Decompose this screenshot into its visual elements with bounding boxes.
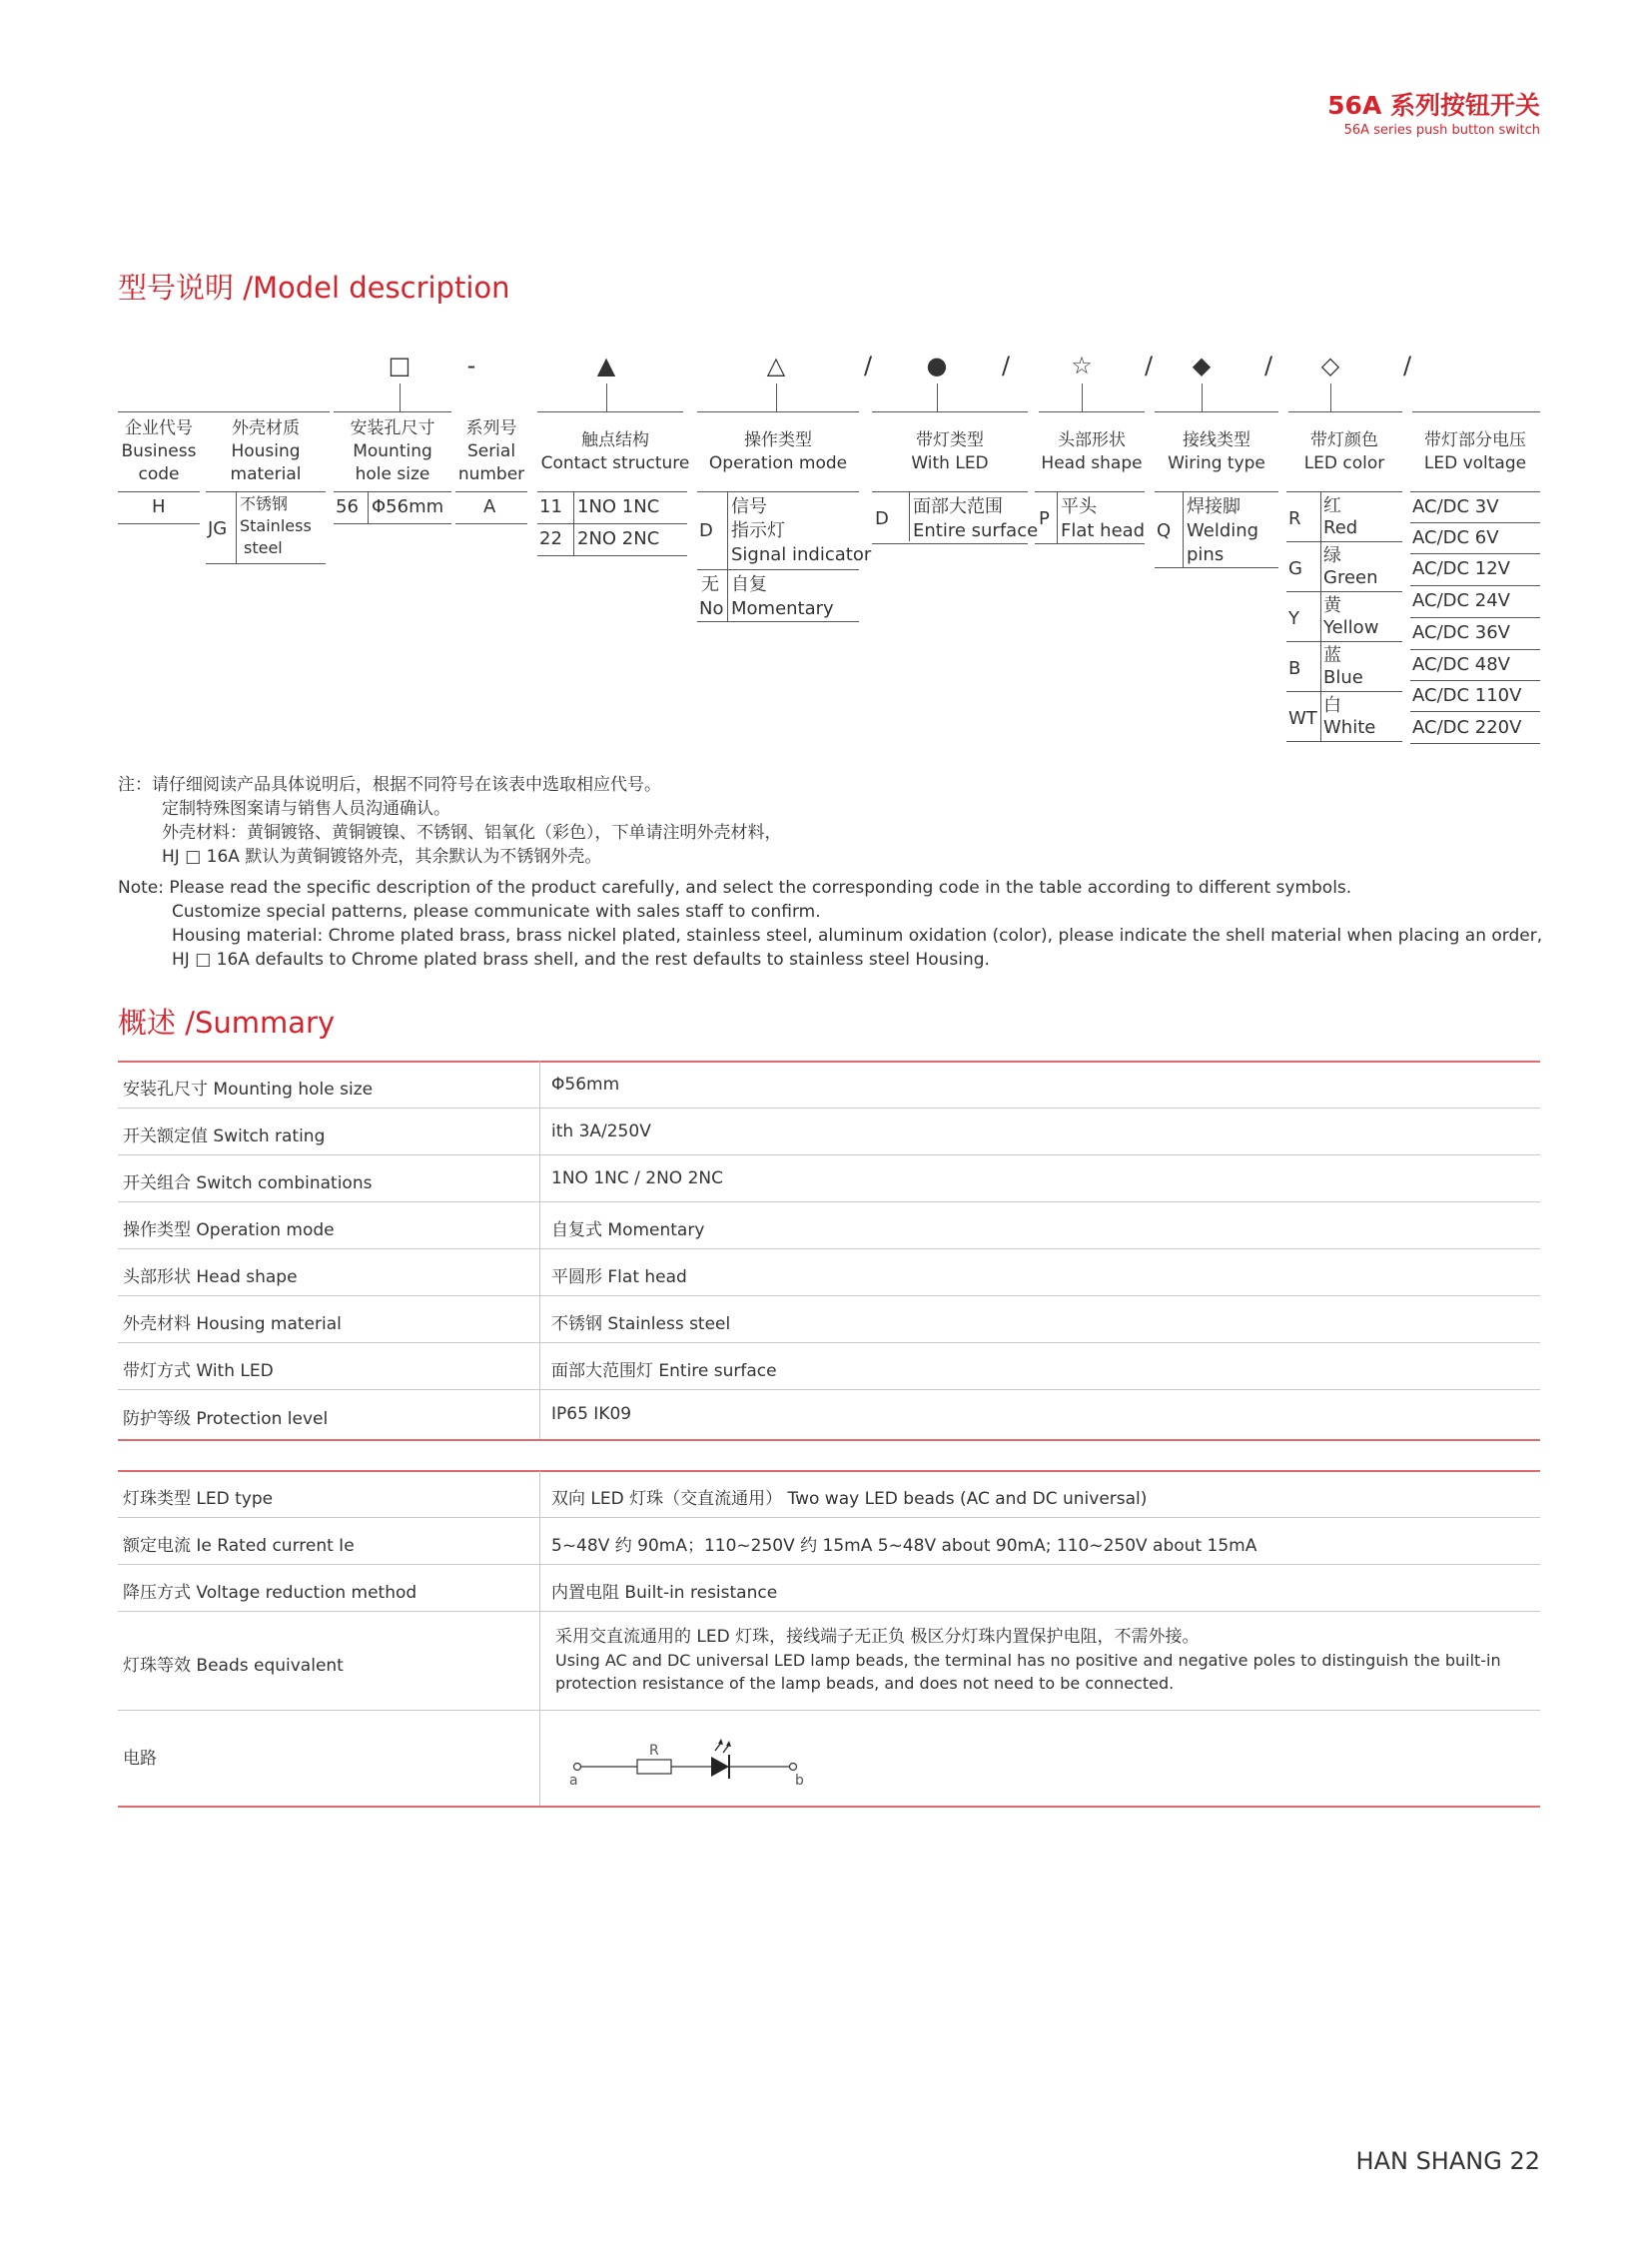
option-code: 无 No — [699, 574, 724, 619]
circuit-diagram — [569, 1723, 949, 1793]
table-row — [118, 1062, 1540, 1109]
option-code: Q — [1157, 520, 1172, 541]
table-row — [118, 1711, 1540, 1807]
option-code: 11 — [539, 496, 562, 517]
group-line — [872, 411, 1028, 412]
option-code: G — [1288, 558, 1302, 579]
row-value: 采用交直流通用的 LED 灯珠，接线端子无正负 极区分灯珠内置保护电阻，不需外接。 Using AC and DC universal LED lamp beads, the terminal has no positive and negative poles to distinguish the built-in protection resistance of the lamp beads, and does not need to be connected. — [555, 1627, 1501, 1693]
row-value: 5~48V 约 90mA；110~250V 约 15mA 5~48V about 90mA; 110~250V about 15mA — [551, 1536, 1257, 1556]
option-description: 不锈钢 Stainless steel — [240, 494, 312, 557]
page-header-title: 56A 系列按钮开关 — [1327, 91, 1540, 120]
column-header-led-color: 带灯颜色 LED color — [1303, 430, 1385, 473]
row-key: 降压方式 Voltage reduction method — [123, 1583, 417, 1603]
voltage-option: AC/DC 24V — [1412, 590, 1510, 611]
option-code: P — [1039, 508, 1050, 529]
slash-symbol: / — [1402, 352, 1412, 379]
table-row — [118, 1155, 1540, 1202]
note-en-line: Customize special patterns, please communicate with sales staff to confirm. — [172, 902, 821, 922]
row-value: Φ56mm — [551, 1075, 620, 1095]
resistor-icon — [637, 1760, 671, 1774]
option-code: JG — [208, 518, 228, 539]
summary-table-1 — [118, 1062, 1540, 1441]
option-code: WT — [1288, 708, 1317, 729]
table-row — [118, 1109, 1540, 1155]
note-cn-line: 注：请仔细阅读产品具体说明后，根据不同符号在该表中选取相应代号。 — [118, 775, 661, 795]
option-description: 焊接脚 Welding pins — [1187, 496, 1259, 565]
dash-symbol: - — [466, 352, 476, 379]
row-key: 带灯方式 With LED — [123, 1361, 274, 1381]
connector-line — [937, 383, 938, 411]
note-cn-line: 外壳材料：黄铜镀铬、黄铜镀镍、不锈钢、铝氧化（彩色），下单请注明外壳材料， — [162, 823, 782, 843]
page-footer — [1356, 2147, 1540, 2175]
connector-line — [606, 383, 607, 411]
row-key: 灯珠等效 Beads equivalent — [123, 1656, 344, 1676]
circuit-diagram-svg — [569, 1723, 949, 1793]
slash-symbol: / — [1144, 352, 1154, 379]
option-description: Φ56mm — [372, 496, 444, 517]
column-header-business-code: 企业代号 Business code — [121, 418, 197, 484]
summary-table-2 — [118, 1471, 1540, 1807]
voltage-option: AC/DC 12V — [1412, 558, 1510, 579]
voltage-option: AC/DC 36V — [1412, 622, 1510, 643]
filled-circle-symbol: ● — [926, 352, 948, 379]
square-symbol: □ — [388, 352, 412, 379]
option-description: 面部大范围 Entire surface — [913, 496, 1039, 541]
option-code: A — [483, 496, 496, 517]
connector-line — [1202, 383, 1203, 411]
row-key: 防护等级 Protection level — [123, 1409, 329, 1429]
brand-name: HAN SHANG — [1355, 2147, 1502, 2175]
table-row — [118, 1296, 1540, 1343]
column-header-serial-number: 系列号 Serial number — [457, 418, 525, 484]
slash-symbol: / — [1263, 352, 1273, 379]
row-value: IP65 IK09 — [551, 1404, 632, 1424]
option-description: 自复 Momentary — [731, 574, 834, 619]
table-row — [118, 1565, 1540, 1612]
connector-line — [1082, 383, 1083, 411]
option-code: 56 — [336, 496, 359, 517]
row-key: 头部形状 Head shape — [123, 1267, 298, 1287]
connector-line — [776, 383, 777, 411]
table-row — [118, 1518, 1540, 1565]
option-code: H — [152, 496, 166, 517]
note-cn-line: 定制特殊图案请与销售人员沟通确认。 — [162, 799, 450, 819]
column-header-wiring-type: 接线类型 Wiring type — [1168, 430, 1265, 473]
connector-line — [1330, 383, 1331, 411]
terminal-b-icon — [790, 1764, 797, 1771]
column-header-contact-structure: 触点结构 Contact structure — [540, 430, 690, 473]
table-bottom-rule — [118, 1806, 1540, 1808]
row-value: 不锈钢 Stainless steel — [551, 1314, 731, 1334]
hollow-star-symbol: ☆ — [1071, 352, 1093, 379]
group-line — [118, 411, 330, 412]
option-description: 信号 指示灯 Signal indicator — [731, 496, 872, 565]
filled-diamond-symbol: ◆ — [1192, 352, 1212, 379]
row-value: 自复式 Momentary — [551, 1220, 705, 1240]
option-code: R — [1288, 508, 1301, 529]
option-code: Y — [1288, 608, 1299, 629]
table-row — [118, 1249, 1540, 1296]
voltage-option: AC/DC 220V — [1412, 717, 1522, 738]
table-bottom-rule — [118, 1439, 1540, 1441]
row-key: 开关额定值 Switch rating — [123, 1126, 326, 1146]
option-code: D — [699, 520, 713, 541]
connector-line — [400, 383, 401, 411]
group-line — [1039, 411, 1145, 412]
group-line — [697, 411, 859, 412]
column-header-head-shape: 头部形状 Head shape — [1041, 430, 1143, 473]
option-code: B — [1288, 658, 1301, 679]
model-description-title: 型号说明 /Model description — [118, 271, 510, 305]
group-line — [1412, 411, 1540, 412]
note-en-line: HJ □ 16A defaults to Chrome plated brass shell, and the rest defaults to stainless steel Housing. — [172, 950, 990, 970]
column-header-mounting-hole-size: 安装孔尺寸 Mounting hole size — [350, 418, 435, 484]
option-description: 平头 Flat head — [1061, 496, 1146, 541]
column-header-led-voltage: 带灯部分电压 LED voltage — [1423, 430, 1527, 473]
option-description: 1NO 1NC — [577, 496, 660, 517]
page-number: 22 — [1509, 2147, 1540, 2175]
table-row — [118, 1343, 1540, 1390]
option-description: 蓝 Blue — [1323, 645, 1363, 688]
filled-triangle-symbol: ▲ — [596, 352, 616, 379]
voltage-option: AC/DC 110V — [1412, 685, 1522, 706]
row-value: 内置电阻 Built-in resistance — [551, 1583, 778, 1603]
option-code: 22 — [539, 528, 562, 549]
table-row — [118, 1202, 1540, 1249]
note-cn-line: HJ □ 16A 默认为黄铜镀铬外壳，其余默认为不锈钢外壳。 — [162, 847, 602, 867]
terminal-a-label: a — [569, 1773, 578, 1789]
row-key: 外壳材料 Housing material — [123, 1314, 342, 1334]
hollow-triangle-symbol: △ — [766, 352, 786, 379]
note-en-line: Housing material: Chrome plated brass, brass nickel plated, stainless steel, aluminum oxidation (color), please indicate the shell material when placing an order, — [172, 926, 1543, 946]
row-value: 双向 LED 灯珠（交直流通用） Two way LED beads (AC and DC universal) — [551, 1489, 1148, 1509]
option-description: 2NO 2NC — [577, 528, 660, 549]
column-header-housing-material: 外壳材质 Housing material — [230, 418, 302, 484]
page-header-subtitle: 56A series push button switch — [1343, 123, 1540, 138]
group-line — [537, 411, 683, 412]
table-row — [118, 1612, 1540, 1711]
terminal-b-label: b — [795, 1773, 804, 1789]
row-key: 操作类型 Operation mode — [123, 1220, 335, 1240]
option-description: 绿 Green — [1323, 545, 1378, 588]
row-value: 面部大范围灯 Entire surface — [551, 1361, 777, 1381]
voltage-option: AC/DC 6V — [1412, 527, 1499, 548]
row-key: 电路 — [123, 1749, 157, 1769]
summary-title: 概述 /Summary — [118, 1006, 336, 1040]
row-key: 安装孔尺寸 Mounting hole size — [123, 1080, 374, 1100]
row-key: 额定电流 Ie Rated current Ie — [123, 1536, 355, 1556]
option-description: 黄 Yellow — [1323, 595, 1379, 638]
row-value: 平圆形 Flat head — [551, 1267, 687, 1287]
option-description: 红 Red — [1323, 495, 1358, 538]
group-line — [334, 411, 451, 412]
group-line — [1155, 411, 1278, 412]
row-key: 灯珠类型 LED type — [123, 1489, 274, 1509]
option-code: D — [875, 508, 889, 529]
slash-symbol: / — [863, 352, 873, 379]
row-key: 开关组合 Switch combinations — [123, 1173, 373, 1193]
table-row — [118, 1471, 1540, 1518]
note-en-line: Note: Please read the specific description of the product carefully, and select the corresponding code in the table according to different symbols. — [118, 878, 1352, 898]
hollow-diamond-symbol: ◇ — [1320, 352, 1340, 379]
row-value: ith 3A/250V — [551, 1121, 651, 1141]
option-description: 白 White — [1323, 695, 1376, 738]
column-header-with-led: 带灯类型 With LED — [911, 430, 989, 473]
resistor-label: R — [649, 1743, 659, 1759]
column-header-operation-mode: 操作类型 Operation mode — [708, 430, 848, 473]
slash-symbol: / — [1001, 352, 1011, 379]
group-line — [1288, 411, 1402, 412]
voltage-option: AC/DC 3V — [1412, 496, 1499, 517]
voltage-option: AC/DC 48V — [1412, 654, 1510, 675]
terminal-a-icon — [574, 1764, 581, 1771]
table-row — [118, 1390, 1540, 1439]
row-value: 1NO 1NC / 2NO 2NC — [551, 1168, 723, 1188]
